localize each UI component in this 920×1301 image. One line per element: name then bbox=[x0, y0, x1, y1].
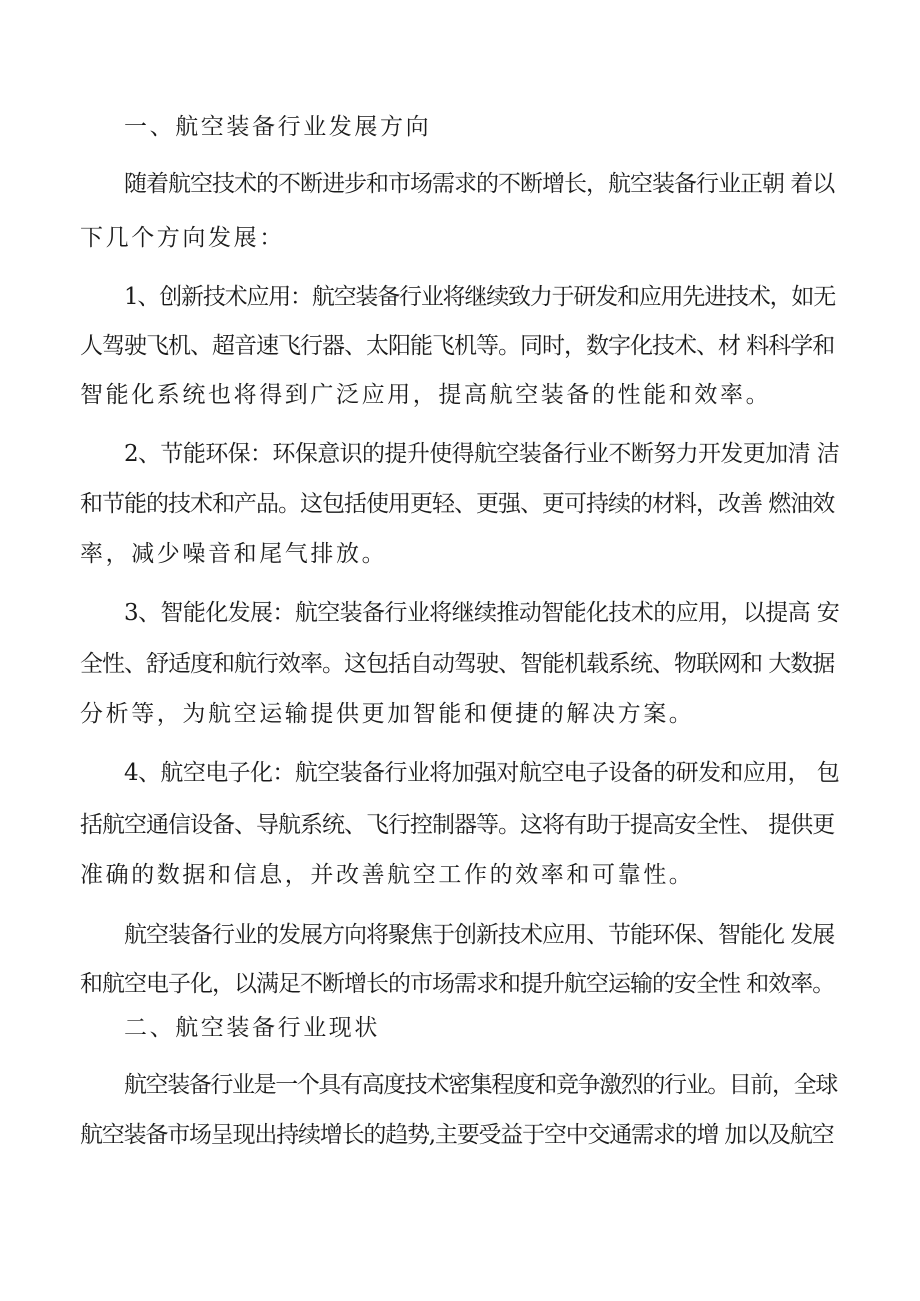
paragraph-line: 和节能的技术和产品。这包括使用更轻、更强、更可持续的材料，改善 燃油效 bbox=[80, 491, 835, 517]
paragraph-line: 下几个方向发展： bbox=[80, 225, 285, 251]
paragraph-line: 分析等，为航空运输提供更加智能和便捷的解决方案。 bbox=[80, 701, 695, 727]
paragraph-line: 随着航空技术的不断进步和市场需求的不断增长，航空装备行业正朝 着以 bbox=[124, 171, 835, 197]
paragraph-line: 2、节能环保：环保意识的提升使得航空装备行业不断努力开发更加清 洁 bbox=[124, 441, 840, 467]
paragraph-line: 括航空通信设备、导航系统、飞行控制器等。这将有助于提高安全性、 提供更 bbox=[80, 812, 835, 838]
paragraph-line: 智能化系统也将得到广泛应用，提高航空装备的性能和效率。 bbox=[80, 382, 772, 408]
paragraph-line: 3、智能化发展：航空装备行业将继续推动智能化技术的应用，以提高 安 bbox=[124, 600, 840, 626]
section-heading-2: 二、航空装备行业现状 bbox=[124, 1015, 380, 1041]
section-heading-1: 一、航空装备行业发展方向 bbox=[124, 114, 432, 140]
paragraph-line: 率，减少噪音和尾气排放。 bbox=[80, 541, 388, 567]
paragraph-line: 航空装备市场呈现出持续增长的趋势,主要受益于空中交通需求的增 加以及航空 bbox=[80, 1122, 834, 1148]
paragraph-line: 准确的数据和信息，并改善航空工作的效率和可靠性。 bbox=[80, 862, 695, 888]
paragraph-line: 和航空电子化，以满足不断增长的市场需求和提升航空运输的安全性 和效率。 bbox=[80, 971, 835, 997]
paragraph-line: 1、创新技术应用：航空装备行业将继续致力于研发和应用先进技术，如无 bbox=[124, 284, 836, 310]
paragraph-line: 航空装备行业的发展方向将聚焦于创新技术应用、节能环保、智能化 发展 bbox=[124, 922, 835, 948]
paragraph-line: 人驾驶飞机、超音速飞行器、太阳能飞机等。同时，数字化技术、材 料科学和 bbox=[80, 333, 835, 359]
paragraph-line: 航空装备行业是一个具有高度技术密集程度和竞争激烈的行业。目前，全球 bbox=[124, 1072, 837, 1098]
paragraph-line: 4、航空电子化：航空装备行业将加强对航空电子设备的研发和应用， 包 bbox=[124, 760, 840, 786]
paragraph-line: 全性、舒适度和航行效率。这包括自动驾驶、智能机载系统、物联网和 大数据 bbox=[80, 651, 835, 677]
